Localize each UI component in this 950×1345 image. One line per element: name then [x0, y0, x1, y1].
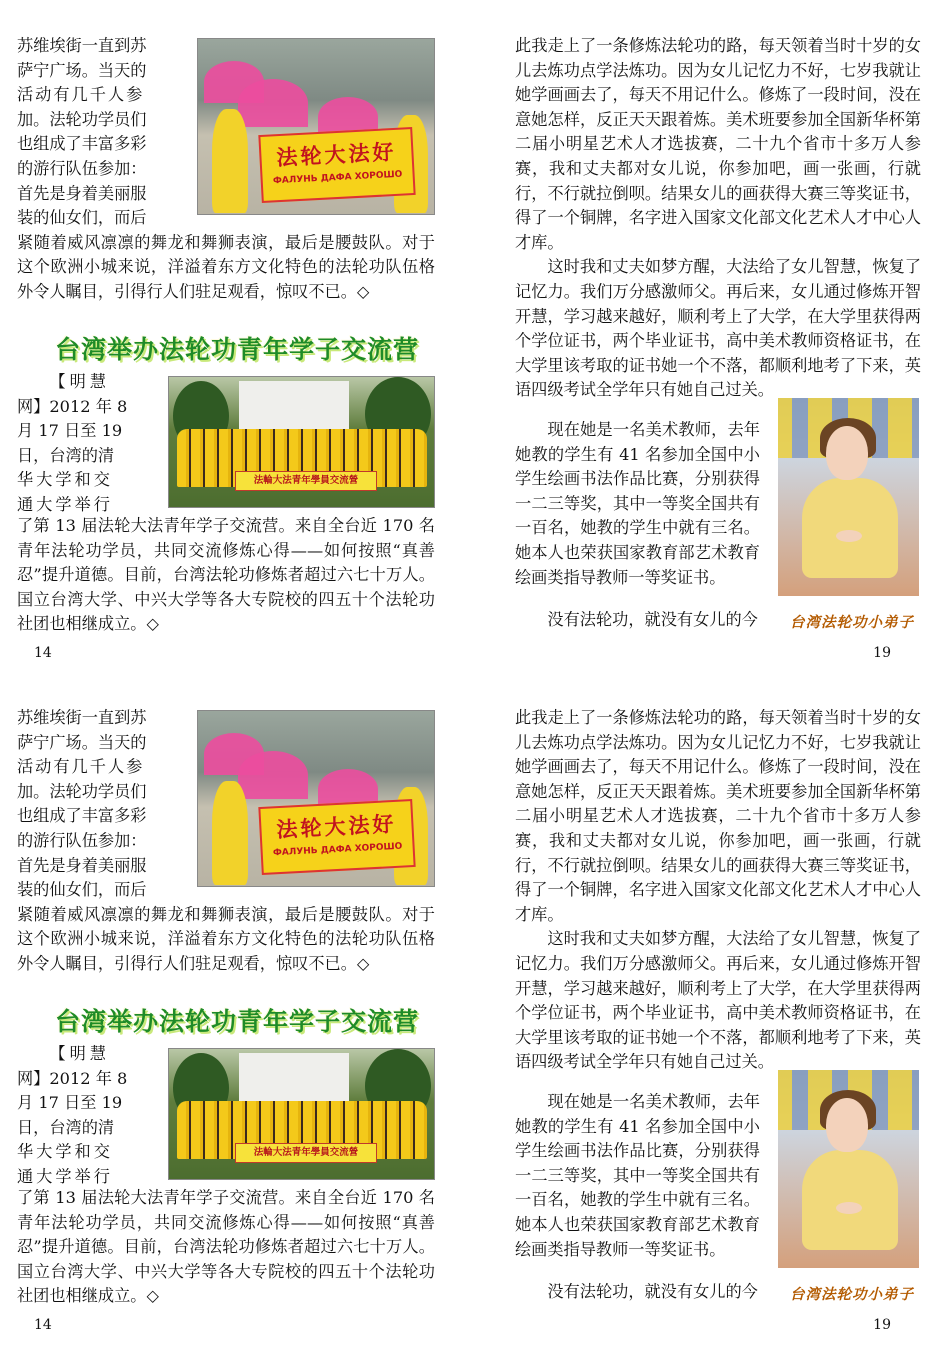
- group-banner: 法輪大法青年學員交流營: [235, 1143, 377, 1163]
- spread-bottom: [0, 672, 950, 1344]
- top-paragraph: [17, 706, 435, 977]
- text-line: 也组成了丰富多彩: [17, 806, 147, 826]
- text-line: 紧随着威风凛凛的舞龙和舞狮表演，最后是腰鼓队。对于这个欧洲小城来说，洋溢着东方文化特色的法轮功队伍格外令人瞩目，引得行人们驻足观看，惊叹不已。◇: [17, 904, 435, 973]
- group-photo: [168, 1048, 435, 1180]
- body-paragraph: [17, 1186, 435, 1309]
- intro-lines: [17, 1042, 153, 1190]
- text-line: 紧随着威风凛凛的舞龙和舞狮表演，最后是腰鼓队。对于这个欧洲小城来说，洋溢着东方文化特色的法轮功队伍格外令人瞩目，引得行人们驻足观看，惊叹不已。◇: [17, 232, 435, 301]
- text-line: 萨宁广场。当天的: [17, 732, 147, 752]
- article-headline: 台湾举办法轮功青年学子交流营: [55, 1007, 420, 1036]
- dress-shape: [802, 478, 898, 578]
- text-line: 加。法轮功学员们: [17, 109, 147, 129]
- text-line: 月 17 日至 19: [17, 1093, 123, 1113]
- text-line: 网】2012 年 8: [17, 1068, 128, 1088]
- text-line: 华大学和交: [17, 1142, 113, 1162]
- body-text: 此我走上了一条修炼法轮功的路，每天领着当时十岁的女儿去炼功点学法炼功。因为女儿记忆力不好，七岁我就让她学画画去了，每天不用记什么。修炼了一段时间，没在意她怎样，反正天天跟着炼。美术班要参加全国新华杯第二届小明星艺术人才选拔赛，二十九个省市十多万人参赛，我和丈夫都对女儿说，你参加吧，画一张画，行就行，不行就拉倒呗。结果女儿的画获得大赛三等奖证书，得了一个铜牌，名字进入国家文化部文化艺术人才中心人才库。: [515, 36, 921, 252]
- face-shape: [826, 1098, 868, 1152]
- left-page: [17, 672, 435, 1344]
- body-text: 没有法轮功，就没有女儿的今: [547, 1282, 758, 1301]
- group-photo: [168, 376, 435, 508]
- text-line: 加。法轮功学员们: [17, 781, 147, 801]
- text-line: 的游行队伍参加：: [17, 830, 147, 850]
- paragraph-1: [515, 34, 921, 403]
- paragraph-3: [515, 418, 760, 590]
- text-line: 日，台湾的清: [17, 1117, 115, 1137]
- girl-photo: [778, 1070, 919, 1268]
- body-text: 了第 13 届法轮大法青年学子交流营。来自全台近 170 名青年法轮功学员，共同交流修炼心得——如何按照“真善忍”提升道德。目前，台湾法轮功修炼者超过六七十万人。国立台湾大学、中兴大学等各大专院校的四五十个法轮功社团也相继成立。◇: [17, 516, 435, 634]
- page-number: 19: [873, 645, 891, 661]
- banner-text-chinese: 法轮大法好: [275, 810, 398, 843]
- paragraph-4: [515, 1280, 777, 1305]
- page-number: 14: [34, 645, 52, 661]
- group-banner: 法輪大法青年學員交流營: [235, 471, 377, 491]
- text-line: 通大学举行: [17, 1166, 113, 1186]
- text-line: 的游行队伍参加：: [17, 158, 147, 178]
- text-line: 【明慧: [49, 1044, 110, 1063]
- girl-photo: [778, 398, 919, 596]
- left-page: [17, 0, 435, 672]
- right-page: [515, 0, 921, 672]
- text-line: 网】2012 年 8: [17, 396, 128, 416]
- text-line: 活动有几千人参: [17, 757, 145, 777]
- photo-caption: 台湾法轮功小弟子: [790, 1286, 914, 1303]
- text-line: 【明慧: [49, 372, 110, 391]
- text-line: 苏维埃街一直到苏: [17, 708, 147, 727]
- hands-shape: [836, 530, 862, 542]
- body-paragraph: [17, 514, 435, 637]
- body-text: 此我走上了一条修炼法轮功的路，每天领着当时十岁的女儿去炼功点学法炼功。因为女儿记忆力不好，七岁我就让她学画画去了，每天不用记什么。修炼了一段时间，没在意她怎样，反正天天跟着炼。美术班要参加全国新华杯第二届小明星艺术人才选拔赛，二十九个省市十多万人参赛，我和丈夫都对女儿说，你参加吧，画一张画，行就行，不行就拉倒呗。结果女儿的画获得大赛三等奖证书，得了一个铜牌，名字进入国家文化部文化艺术人才中心人才库。: [515, 708, 921, 924]
- banner-text-russian: ФАЛУНЬ ДАФА ХОРОШО: [272, 841, 403, 859]
- intro-lines: [17, 370, 153, 518]
- paragraph-4: [515, 608, 777, 633]
- building-shape: [239, 1053, 349, 1103]
- text-line: 首先是身着美丽服: [17, 855, 147, 875]
- face-shape: [826, 426, 868, 480]
- body-text: 这时我和丈夫如梦方醒，大法给了女儿智慧，恢复了记忆力。我们万分感激师父。再后来，女儿通过修炼开智开慧，学习越来越好，顺利考上了大学，在大学里获得两个学位证书，两个毕业证书，高中美术教师资格证书，在大学里该考取的证书她一个不落，都顺利地考了下来，英语四级考试全学年只有她自己过关。: [515, 929, 921, 1072]
- text-line: 活动有几千人参: [17, 85, 145, 105]
- hands-shape: [836, 1202, 862, 1214]
- text-line: 华大学和交: [17, 470, 113, 490]
- text-line: 装的仙女们，而后: [17, 880, 147, 900]
- banner-text-russian: ФАЛУНЬ ДАФА ХОРОШО: [272, 169, 403, 187]
- top-paragraph: [17, 34, 435, 305]
- paragraph-3: [515, 1090, 760, 1262]
- text-line: 首先是身着美丽服: [17, 183, 147, 203]
- article-headline: 台湾举办法轮功青年学子交流营: [55, 335, 420, 364]
- text-line: 苏维埃街一直到苏: [17, 36, 147, 55]
- spread-top: [0, 0, 950, 672]
- body-text: 现在她是一名美术教师，去年她教的学生有 41 名参加全国中小学生绘画书法作品比赛，分别获得一二三等奖，其中一等奖全国共有一百名，她教的学生中就有三名。她本人也荣获国家教育部艺术教育绘画类指导教师一等奖证书。: [515, 420, 760, 587]
- body-text: 现在她是一名美术教师，去年她教的学生有 41 名参加全国中小学生绘画书法作品比赛，分别获得一二三等奖，其中一等奖全国共有一百名，她教的学生中就有三名。她本人也荣获国家教育部艺术教育绘画类指导教师一等奖证书。: [515, 1092, 760, 1259]
- right-page: [515, 672, 921, 1344]
- building-shape: [239, 381, 349, 431]
- text-line: 日，台湾的清: [17, 445, 115, 465]
- dress-shape: [802, 1150, 898, 1250]
- body-text: 了第 13 届法轮大法青年学子交流营。来自全台近 170 名青年法轮功学员，共同交流修炼心得——如何按照“真善忍”提升道德。目前，台湾法轮功修炼者超过六七十万人。国立台湾大学、中兴大学等各大专院校的四五十个法轮功社团也相继成立。◇: [17, 1188, 435, 1306]
- text-line: 月 17 日至 19: [17, 421, 123, 441]
- body-text: 这时我和丈夫如梦方醒，大法给了女儿智慧，恢复了记忆力。我们万分感激师父。再后来，女儿通过修炼开智开慧，学习越来越好，顺利考上了大学，在大学里获得两个学位证书，两个毕业证书，高中美术教师资格证书，在大学里该考取的证书她一个不落，都顺利地考了下来，英语四级考试全学年只有她自己过关。: [515, 257, 921, 400]
- text-line: 装的仙女们，而后: [17, 208, 147, 228]
- page-number: 14: [34, 1317, 52, 1333]
- page-number: 19: [873, 1317, 891, 1333]
- text-line: 也组成了丰富多彩: [17, 134, 147, 154]
- banner-text-chinese: 法轮大法好: [275, 138, 398, 171]
- photo-caption: 台湾法轮功小弟子: [790, 614, 914, 631]
- text-line: 通大学举行: [17, 494, 113, 514]
- body-text: 没有法轮功，就没有女儿的今: [547, 610, 758, 629]
- text-line: 萨宁广场。当天的: [17, 60, 147, 80]
- paragraph-1: [515, 706, 921, 1075]
